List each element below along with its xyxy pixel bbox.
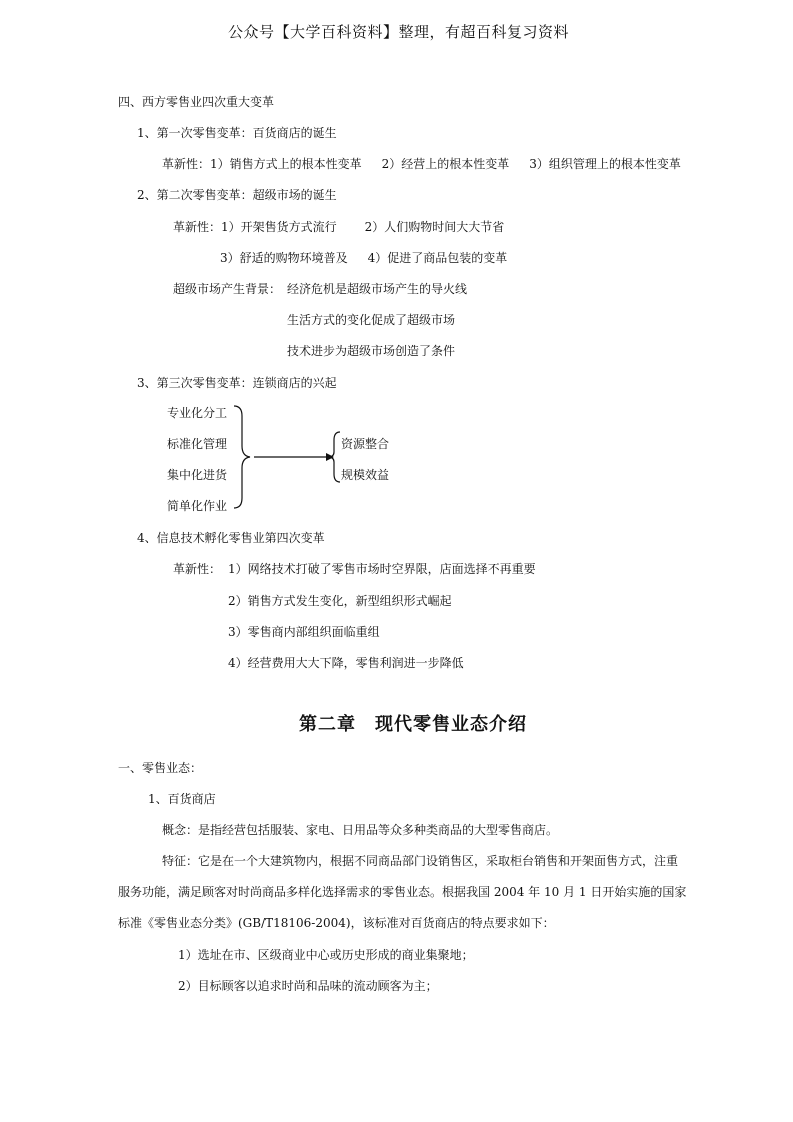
chain-benefit-item: 规模效益 [341,468,390,482]
feature-line: 特征：它是在一个大建筑物内，根据不同商品部门设销售区，采取柜台销售和开架面售方式，注重 [162,854,679,868]
revolution-3-title: 3、第三次零售变革：连锁商店的兴起 [137,376,337,390]
innovation-item: 4）促进了商品包装的变革 [367,251,508,265]
innovation-label: 革新性： [173,220,222,234]
section-title: 四、西方零售业四次重大变革 [118,95,275,109]
concept-paragraph: 概念：是指经营包括服装、家电、日用品等众多种类商品的大型零售商店。 [162,823,559,837]
innovation-item: 2）人们购物时间大大节省 [364,220,505,234]
chain-feature-item: 标准化管理 [167,437,228,451]
page-header: 公众号【大学百科资料】整理，有超百科复习资料 [228,23,570,41]
feature-line: 服务功能，满足顾客对时尚商品多样化选择需求的零售业态。根据我国 2004 年 10 月 1 日开始实施的国家 [118,885,687,899]
chain-benefit-item: 资源整合 [341,437,390,451]
revolution-4-innovation-label: 革新性： [173,562,222,576]
innovation-item: 3）零售商内部组织面临重组 [228,625,380,639]
requirement-item: 1）选址在市、区级商业中心或历史形成的商业集聚地； [178,948,474,962]
chain-feature-item: 集中化进货 [167,468,228,482]
feature-line: 标准《零售业态分类》(GB/T18106-2004)，该标准对百货商店的特点要求如下： [118,916,555,930]
subsection-heading: 1、百货商店 [148,792,216,806]
background-item: 技术进步为超级市场创造了条件 [287,344,456,358]
revolution-2-title: 2、第二次零售变革：超级市场的诞生 [137,188,337,202]
supermarket-background-label: 超级市场产生背景： [173,282,282,296]
innovation-label: 革新性： [162,157,211,171]
innovation-item: 3）舒适的购物环境普及 [220,251,348,265]
background-item: 经济危机是超级市场产生的导火线 [287,282,468,296]
innovation-item: 2）销售方式发生变化，新型组织形式崛起 [228,594,452,608]
chain-feature-item: 专业化分工 [167,406,228,420]
revolution-4-title: 4、信息技术孵化零售业第四次变革 [137,531,325,545]
innovation-item: 1）网络技术打破了零售市场时空界限，店面选择不再重要 [228,562,536,576]
innovation-item: 1）销售方式上的根本性变革 [210,157,362,171]
innovation-item: 1）开架售货方式流行 [221,220,337,234]
chain-flow-diagram [230,402,350,522]
chain-feature-item: 简单化作业 [167,499,228,513]
requirement-item: 2）目标顾客以追求时尚和品味的流动顾客为主； [178,979,438,993]
chapter-title: 第二章 现代零售业态介绍 [299,714,527,735]
innovation-item: 3）组织管理上的根本性变革 [529,157,681,171]
section-heading: 一、零售业态： [118,761,203,775]
innovation-item: 4）经营费用大大下降，零售利润进一步降低 [228,656,464,670]
revolution-1-innovation [162,156,681,172]
revolution-2-innovation-row2 [220,250,507,266]
innovation-item: 2）经营上的根本性变革 [381,157,510,171]
revolution-1-title: 1、第一次零售变革：百货商店的诞生 [137,126,337,140]
left-brace [234,406,250,508]
background-item: 生活方式的变化促成了超级市场 [287,313,456,327]
revolution-2-innovation-row1 [173,219,504,235]
